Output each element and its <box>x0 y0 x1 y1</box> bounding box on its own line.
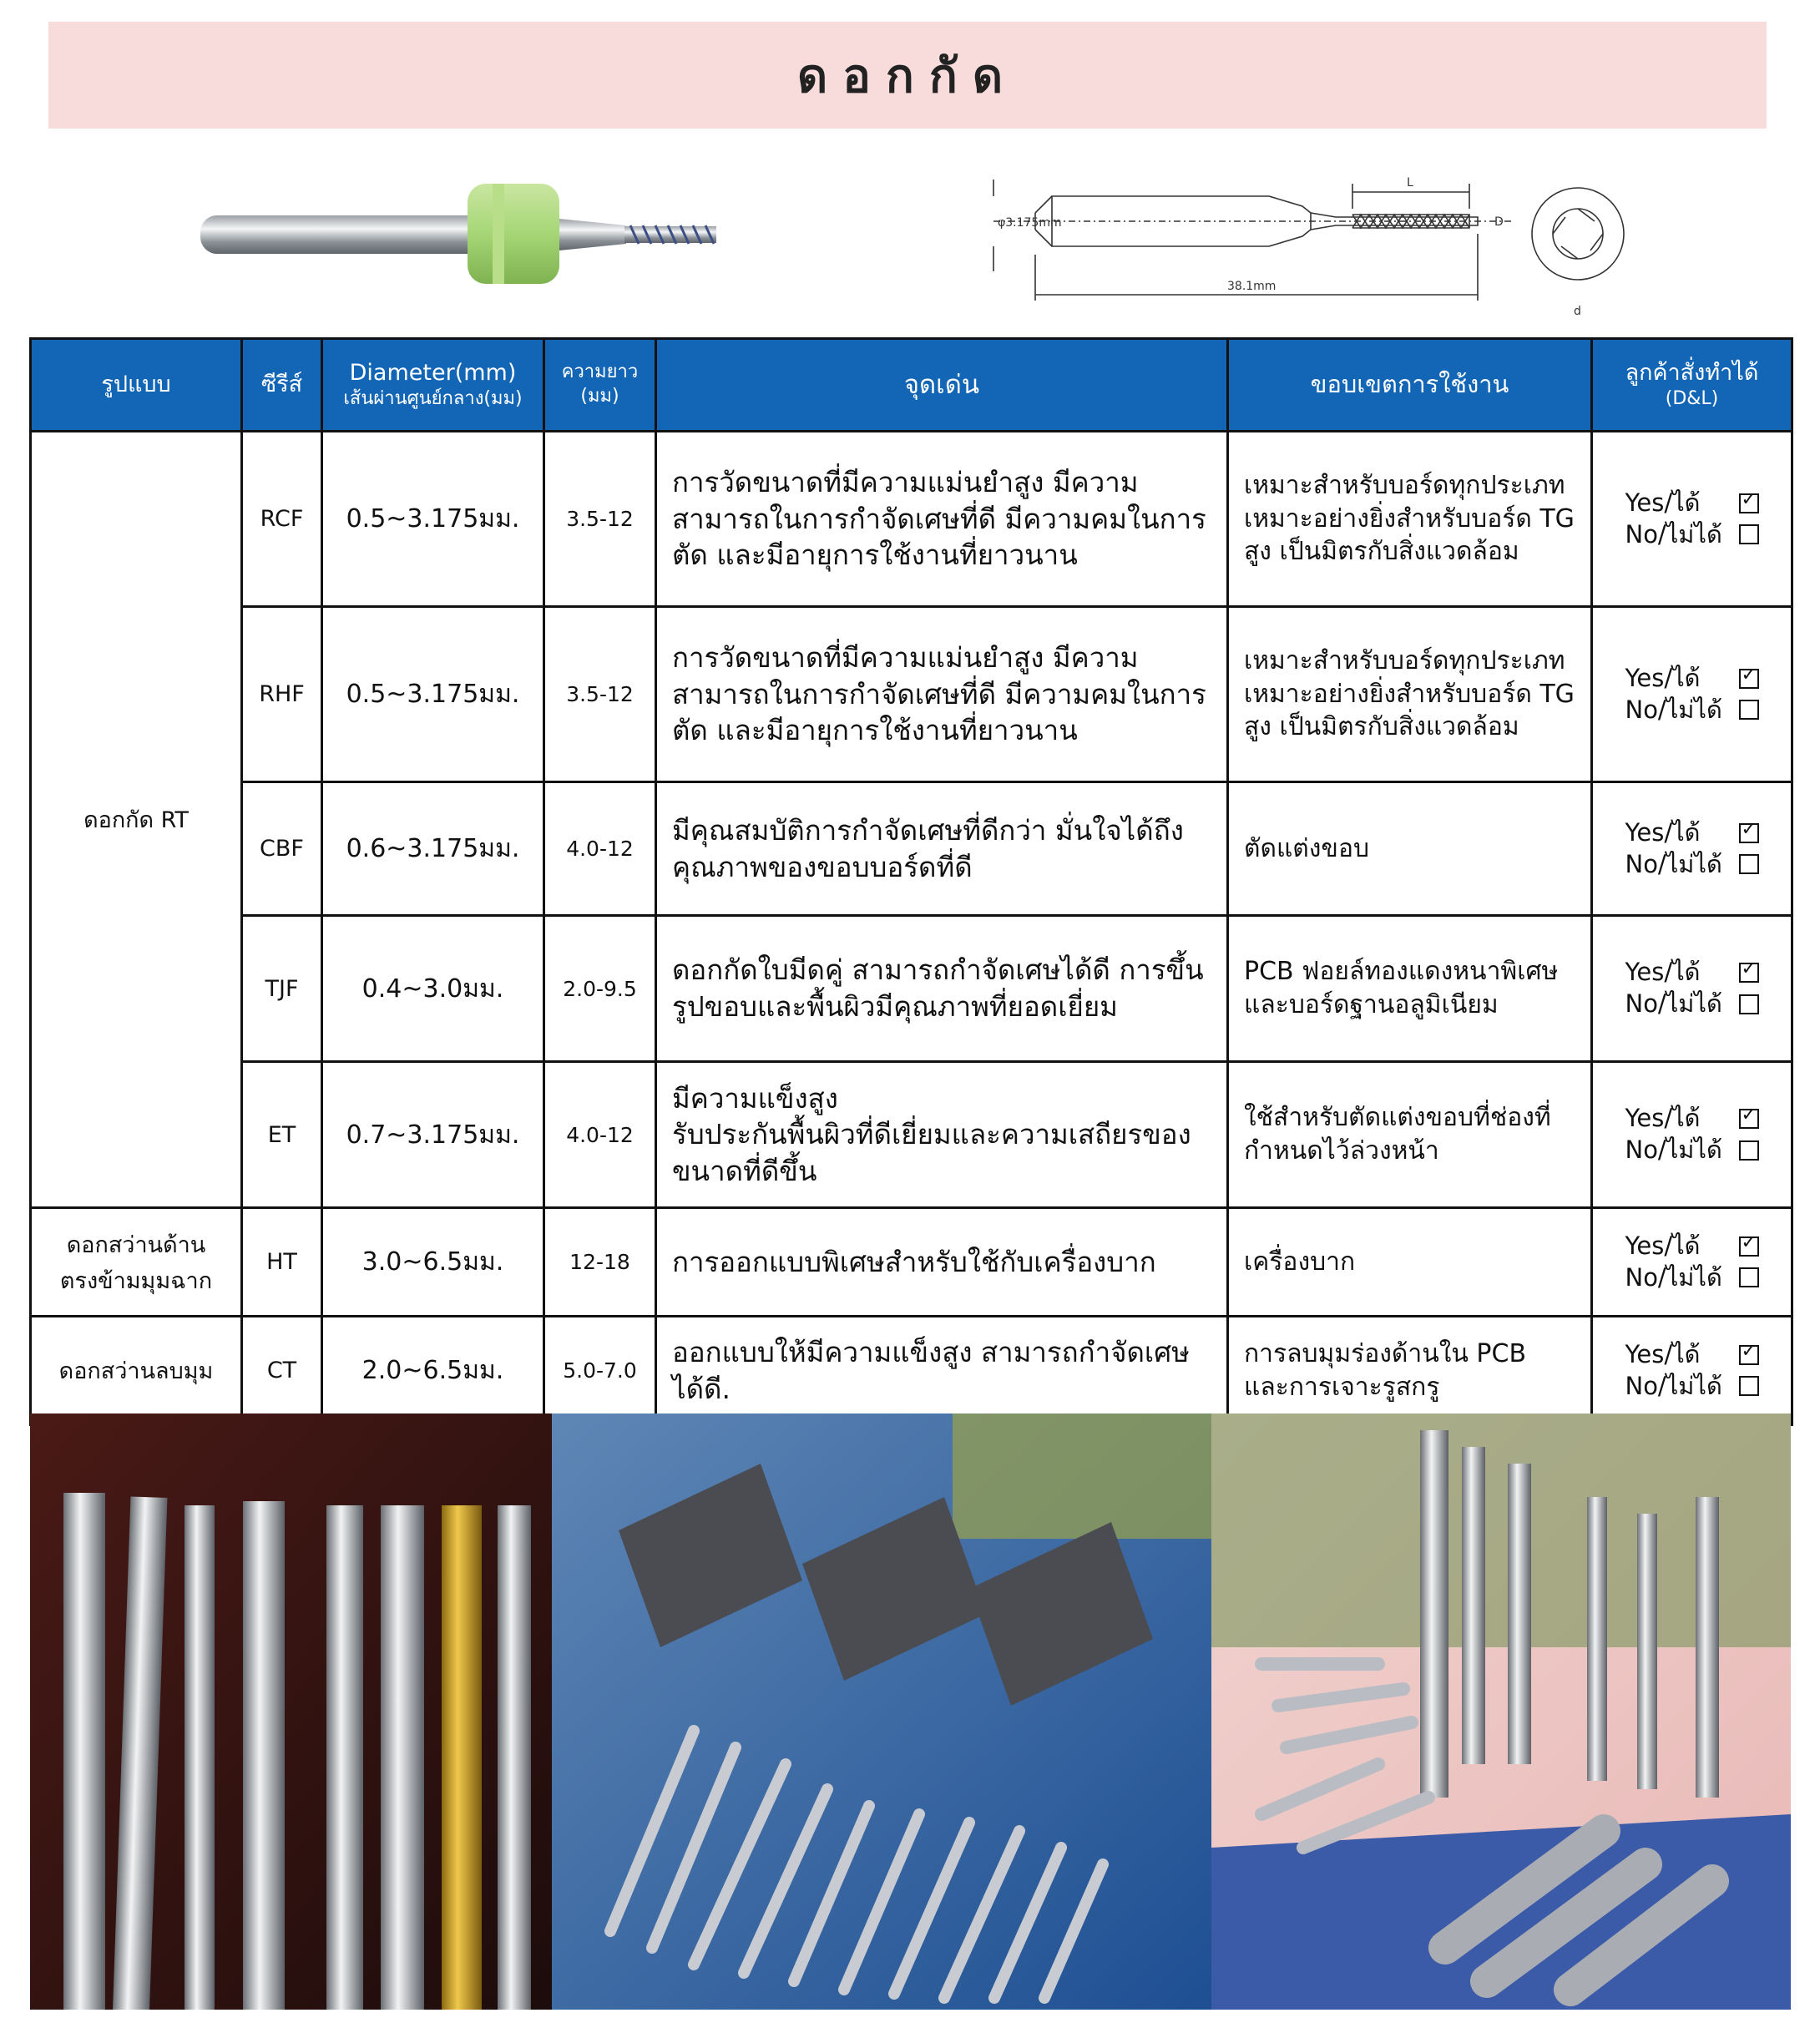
spec-table <box>29 337 1793 1426</box>
scope-line: ตัดแต่งขอบ <box>1244 833 1369 863</box>
end-view-label: d <box>1574 305 1581 318</box>
dl-yes-option <box>1625 817 1759 849</box>
dl-yes-label: Yes/ได้ <box>1625 1104 1701 1133</box>
dl-cell <box>1592 1062 1792 1208</box>
scope-cell <box>1228 1317 1592 1425</box>
scope-line: สูง เป็นมิตรกับสิ่งแวดล้อม <box>1244 712 1519 742</box>
length-cell: 5.0-7.0 <box>544 1317 656 1425</box>
dl-no-option <box>1625 695 1759 726</box>
scope-line: PCB ฟอยล์ทองแดงหนาพิเศษ <box>1244 957 1559 987</box>
dl-yes-option <box>1625 1103 1759 1135</box>
features-line: ได้ดี. <box>672 1372 731 1405</box>
total-length-label: 38.1mm <box>1227 280 1277 293</box>
dl-yes-option <box>1625 488 1759 519</box>
style-label: ดอกสว่านด้าน <box>66 1231 206 1258</box>
length-cell: 3.5-12 <box>544 432 656 607</box>
style-cell <box>31 1317 242 1425</box>
features-cell <box>656 782 1228 916</box>
dl-yes-label: Yes/ได้ <box>1625 663 1701 692</box>
diameter-cell: 0.5~3.175มม. <box>322 432 544 607</box>
table-row <box>31 782 1792 916</box>
length-cell: 4.0-12 <box>544 1062 656 1208</box>
dl-no-label: No/ไม่ได้ <box>1625 989 1722 1018</box>
col-series: ซีรีส์ <box>242 339 322 432</box>
features-line: รับประกันพื้นผิวที่ดีเยี่ยมและความเสถียรของ <box>672 1118 1191 1151</box>
series-cell: RCF <box>242 432 322 607</box>
dl-yes-checkbox <box>1739 823 1759 843</box>
dl-yes-label: Yes/ได้ <box>1625 1231 1701 1260</box>
series-cell: CT <box>242 1317 322 1425</box>
scope-cell <box>1228 916 1592 1062</box>
dl-options <box>1625 817 1759 880</box>
series-cell: HT <box>242 1208 322 1317</box>
length-cell: 12-18 <box>544 1208 656 1317</box>
features-line: การวัดขนาดที่มีความแม่นยำสูง มีความ <box>672 466 1139 499</box>
scope-cell <box>1228 1062 1592 1208</box>
scope-line: และการเจาะรูสกรู <box>1244 1372 1440 1402</box>
diameter-cell: 0.6~3.175มม. <box>322 782 544 916</box>
scope-line: สูง เป็นมิตรกับสิ่งแวดล้อม <box>1244 537 1519 567</box>
table-row <box>31 916 1792 1062</box>
dl-cell <box>1592 432 1792 607</box>
dl-cell <box>1592 1317 1792 1425</box>
features-line: มีความแข็งสูง <box>672 1081 838 1115</box>
dl-no-label: No/ไม่ได้ <box>1625 1135 1722 1164</box>
dl-yes-label: Yes/ได้ <box>1625 958 1701 987</box>
dl-no-option <box>1625 1135 1759 1166</box>
dl-no-option <box>1625 989 1759 1020</box>
dl-yes-option <box>1625 1339 1759 1371</box>
cut-dia-label: D <box>1494 215 1504 229</box>
scope-line: เหมาะอย่างยิ่งสำหรับบอร์ด TG <box>1244 503 1575 534</box>
dl-no-label: No/ไม่ได้ <box>1625 1371 1722 1400</box>
col-style: รูปแบบ <box>31 339 242 432</box>
dl-yes-label: Yes/ได้ <box>1625 817 1701 847</box>
dl-no-checkbox <box>1739 1267 1759 1287</box>
dl-no-option <box>1625 849 1759 881</box>
dl-yes-checkbox <box>1739 1109 1759 1129</box>
dl-yes-checkbox <box>1739 669 1759 689</box>
col-features: จุดเด่น <box>656 339 1228 432</box>
dl-cell <box>1592 1208 1792 1317</box>
dl-cell <box>1592 782 1792 916</box>
dl-cell <box>1592 607 1792 782</box>
dl-no-checkbox <box>1739 994 1759 1014</box>
scope-line: เครื่องบาก <box>1244 1247 1356 1277</box>
scope-line: และบอร์ดฐานอลูมิเนียม <box>1244 990 1499 1019</box>
features-cell <box>656 1317 1228 1425</box>
features-cell <box>656 1208 1228 1317</box>
series-cell: RHF <box>242 607 322 782</box>
dl-options <box>1625 1339 1759 1402</box>
dl-no-label: No/ไม่ได้ <box>1625 849 1722 878</box>
table-header-row <box>31 339 1792 432</box>
dl-options <box>1625 957 1759 1019</box>
scope-line: เหมาะสำหรับบอร์ดทุกประเภท <box>1244 646 1565 676</box>
scope-cell <box>1228 432 1592 607</box>
fixtures-photo <box>552 1413 1211 2010</box>
scope-cell <box>1228 782 1592 916</box>
col-diameter: Diameter(mm) เส้นผ่านศูนย์กลาง(มม) <box>322 339 544 432</box>
dl-no-checkbox <box>1739 524 1759 544</box>
features-line: ออกแบบให้มีความแข็งสูง สามารถกำจัดเศษ <box>672 1335 1190 1368</box>
dl-no-checkbox <box>1739 854 1759 874</box>
length-cell: 2.0-9.5 <box>544 916 656 1062</box>
dl-no-checkbox <box>1739 700 1759 720</box>
features-line: ตัด และมีอายุการใช้งานที่ยาวนาน <box>672 539 1078 572</box>
features-line: สามารถในการกำจัดเศษที่ดี มีความคมในการ <box>672 677 1206 711</box>
dl-yes-option <box>1625 663 1759 695</box>
dl-no-option <box>1625 1262 1759 1294</box>
features-cell <box>656 1062 1228 1208</box>
style-label: ดอกกัด RT <box>83 807 189 833</box>
dl-options <box>1625 663 1759 726</box>
scope-line: ใช้สำหรับตัดแต่งขอบที่ช่องที่ <box>1244 1103 1551 1133</box>
shank-dia-label: φ3.175mm <box>998 216 1062 230</box>
dl-options <box>1625 1231 1759 1293</box>
page-title: ดอกกัด <box>796 48 1019 104</box>
table-row <box>31 1317 1792 1425</box>
diameter-cell: 0.5~3.175มม. <box>322 607 544 782</box>
features-cell <box>656 432 1228 607</box>
router-bits-photo <box>30 1413 552 2010</box>
dl-yes-checkbox <box>1739 1345 1759 1365</box>
dl-yes-checkbox <box>1739 963 1759 983</box>
col-length: ความยาว (มม) <box>544 339 656 432</box>
product-photos <box>30 1413 1791 2010</box>
flute-length-label: L <box>1407 176 1413 190</box>
features-line: การวัดขนาดที่มีความแม่นยำสูง มีความ <box>672 641 1139 675</box>
scope-line: กำหนดไว้ล่วงหน้า <box>1244 1136 1439 1166</box>
dl-cell <box>1592 916 1792 1062</box>
dl-yes-option <box>1625 1231 1759 1262</box>
style-cell <box>31 432 242 1208</box>
dl-yes-label: Yes/ได้ <box>1625 1339 1701 1368</box>
end-mills-photo <box>1211 1413 1791 2010</box>
col-scope: ขอบเขตการใช้งาน <box>1228 339 1592 432</box>
dl-no-checkbox <box>1739 1140 1759 1161</box>
scope-cell <box>1228 607 1592 782</box>
features-line: ตัด และมีอายุการใช้งานที่ยาวนาน <box>672 714 1078 747</box>
table-row <box>31 1208 1792 1317</box>
dl-options <box>1625 1103 1759 1166</box>
series-cell: ET <box>242 1062 322 1208</box>
features-line: การออกแบบพิเศษสำหรับใช้กับเครื่องบาก <box>672 1245 1156 1278</box>
scope-line: เหมาะสำหรับบอร์ดทุกประเภท <box>1244 471 1565 501</box>
features-cell <box>656 916 1228 1062</box>
table-row <box>31 1062 1792 1208</box>
scope-cell <box>1228 1208 1592 1317</box>
router-bit-photo <box>192 167 827 309</box>
features-line: สามารถในการกำจัดเศษที่ดี มีความคมในการ <box>672 502 1206 535</box>
features-line: รูปขอบและพื้นผิวมีคุณภาพที่ยอดเยี่ยม <box>672 990 1118 1023</box>
dl-options <box>1625 488 1759 550</box>
dl-no-option <box>1625 519 1759 551</box>
series-cell: CBF <box>242 782 322 916</box>
features-line: ดอกกัดใบมีดคู่ สามารถกำจัดเศษได้ดี การขึ้น <box>672 953 1204 987</box>
features-line: ขนาดที่ดีขึ้น <box>672 1154 817 1187</box>
dl-yes-checkbox <box>1739 493 1759 513</box>
dl-no-label: No/ไม่ได้ <box>1625 695 1722 724</box>
length-cell: 4.0-12 <box>544 782 656 916</box>
length-cell: 3.5-12 <box>544 607 656 782</box>
diameter-cell: 3.0~6.5มม. <box>322 1208 544 1317</box>
diameter-cell: 0.4~3.0มม. <box>322 916 544 1062</box>
router-bit-drawing <box>960 163 1645 321</box>
diameter-cell: 2.0~6.5มม. <box>322 1317 544 1425</box>
dl-no-checkbox <box>1739 1376 1759 1396</box>
diameter-cell: 0.7~3.175มม. <box>322 1062 544 1208</box>
table-row <box>31 607 1792 782</box>
table-row <box>31 432 1792 607</box>
style-label: ตรงข้ามมุมฉาก <box>59 1267 213 1294</box>
dl-no-option <box>1625 1371 1759 1403</box>
col-dl: ลูกค้าสั่งทำได้ (D&L) <box>1592 339 1792 432</box>
dl-yes-option <box>1625 957 1759 989</box>
style-label: ดอกสว่านลบมุม <box>58 1358 214 1384</box>
series-cell: TJF <box>242 916 322 1062</box>
title-banner <box>48 22 1767 129</box>
features-line: คุณภาพของขอบบอร์ดที่ดี <box>672 850 973 883</box>
scope-line: การลบมุมร่องด้านใน PCB <box>1244 1338 1527 1368</box>
features-line: มีคุณสมบัติการกำจัดเศษที่ดีกว่า มั่นใจได้ถึง <box>672 813 1184 847</box>
dl-yes-checkbox <box>1739 1236 1759 1257</box>
dl-no-label: No/ไม่ได้ <box>1625 519 1722 549</box>
dl-no-label: No/ไม่ได้ <box>1625 1262 1722 1292</box>
dl-yes-label: Yes/ได้ <box>1625 488 1701 517</box>
features-cell <box>656 607 1228 782</box>
scope-line: เหมาะอย่างยิ่งสำหรับบอร์ด TG <box>1244 679 1575 709</box>
style-cell <box>31 1208 242 1317</box>
